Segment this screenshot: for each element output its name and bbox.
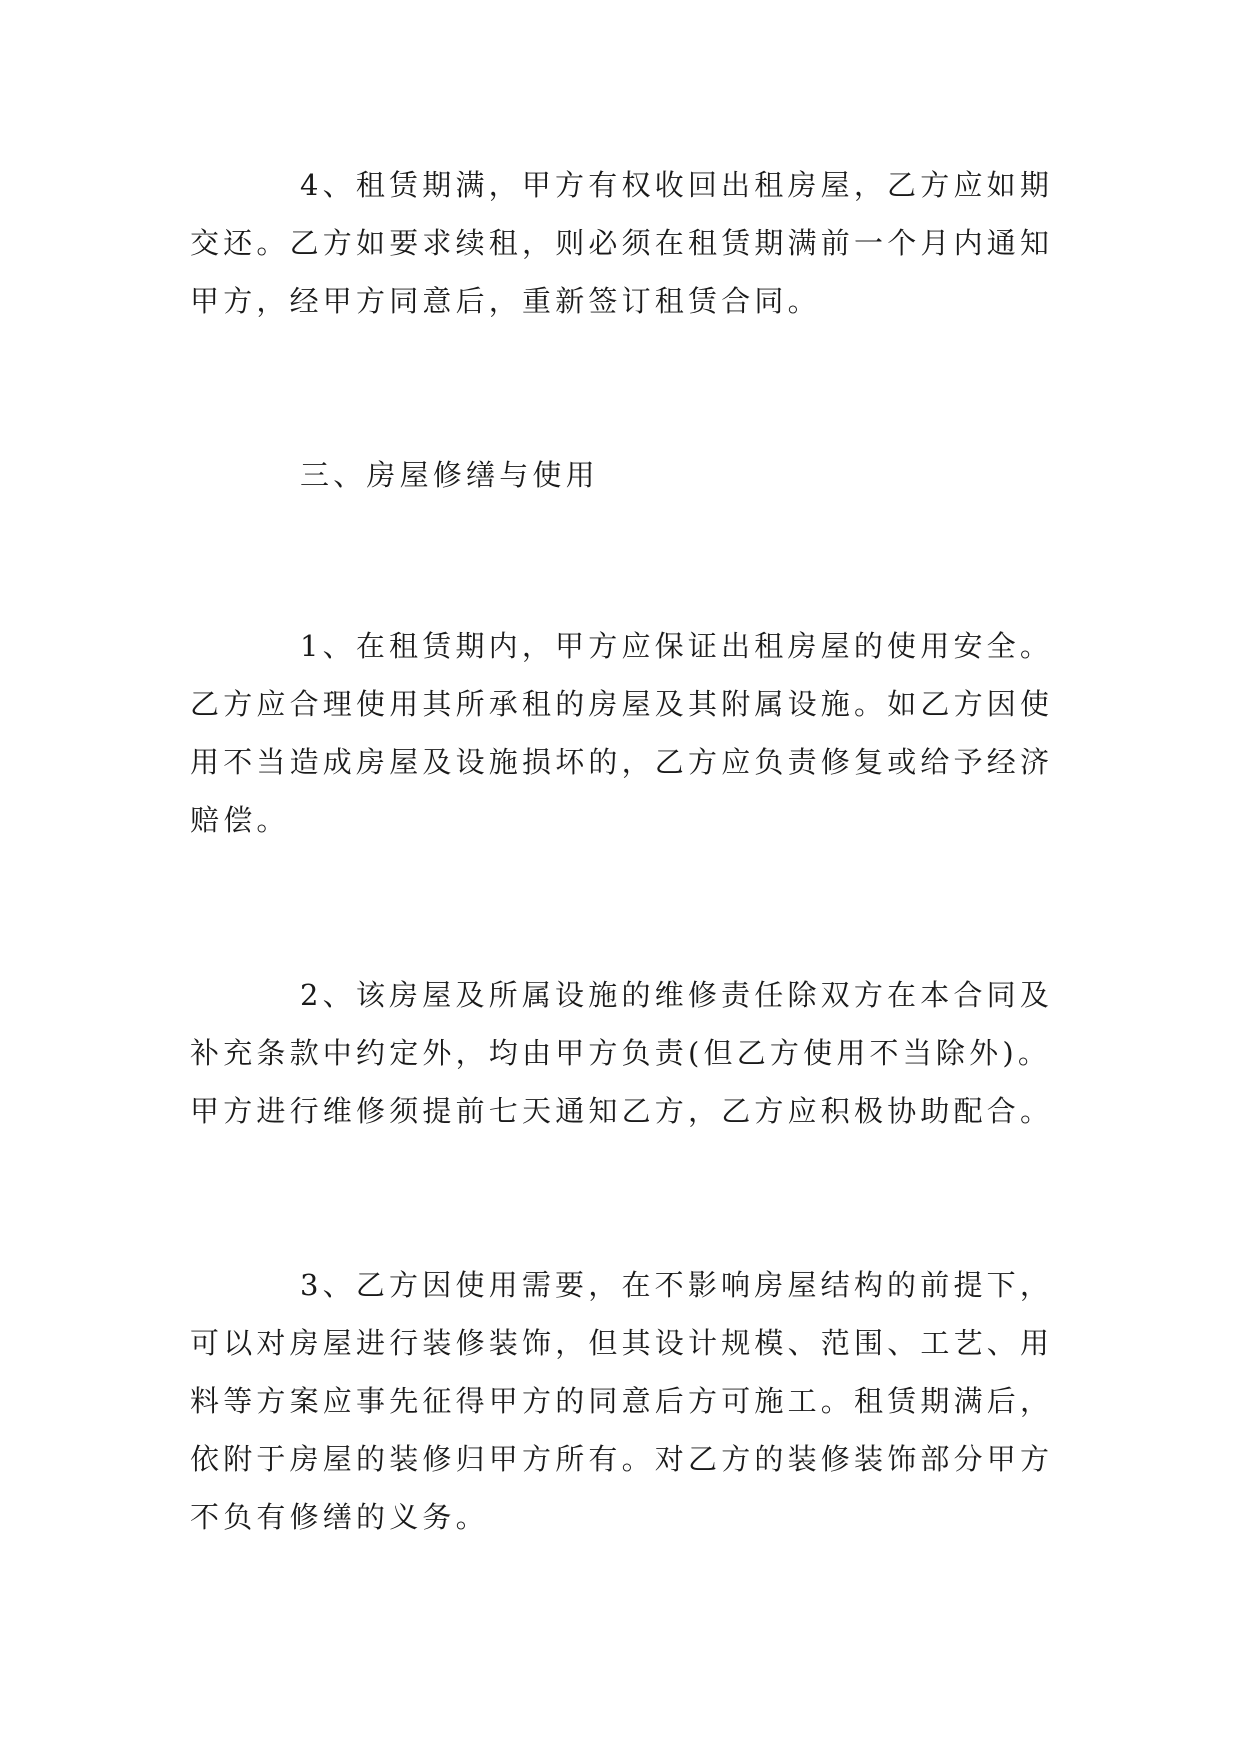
section-heading: 三、房屋修缮与使用: [300, 458, 599, 492]
paragraph-line: 乙方应合理使用其所承租的房屋及其附属设施。如乙方因使: [190, 687, 1054, 721]
paragraph-line: 甲方进行维修须提前七天通知乙方，乙方应积极协助配合。: [190, 1094, 1054, 1128]
paragraph-item-2: [190, 966, 1070, 1140]
paragraph-line: 补充条款中约定外，均由甲方负责(但乙方使用不当除外)。: [190, 1036, 1052, 1070]
paragraph-line: 用不当造成房屋及设施损坏的，乙方应负责修复或给予经济: [190, 745, 1054, 779]
paragraph-line: 3、乙方因使用需要，在不影响房屋结构的前提下，: [300, 1268, 1054, 1302]
paragraph-line: 2、该房屋及所属设施的维修责任除双方在本合同及: [300, 978, 1054, 1012]
paragraph-line: 依附于房屋的装修归甲方所有。对乙方的装修装饰部分甲方: [190, 1442, 1054, 1476]
paragraph-line: 交还。乙方如要求续租，则必须在租赁期满前一个月内通知: [190, 226, 1054, 260]
paragraph-line: 4、租赁期满，甲方有权收回出租房屋，乙方应如期: [300, 168, 1054, 202]
paragraph-line: 料等方案应事先征得甲方的同意后方可施工。租赁期满后，: [190, 1384, 1054, 1418]
paragraph-line: 不负有修缮的义务。: [190, 1500, 489, 1534]
paragraph-item-3: [190, 1256, 1070, 1546]
paragraph-item-1: [190, 617, 1070, 849]
paragraph-line: 甲方，经甲方同意后，重新签订租赁合同。: [190, 284, 821, 318]
paragraph-line: 可以对房屋进行装修装饰，但其设计规模、范围、工艺、用: [190, 1326, 1054, 1360]
paragraph-lease-expiry: [190, 156, 1070, 330]
paragraph-line: 1、在租赁期内，甲方应保证出租房屋的使用安全。: [300, 629, 1054, 663]
paragraph-line: 赔偿。: [190, 803, 290, 837]
